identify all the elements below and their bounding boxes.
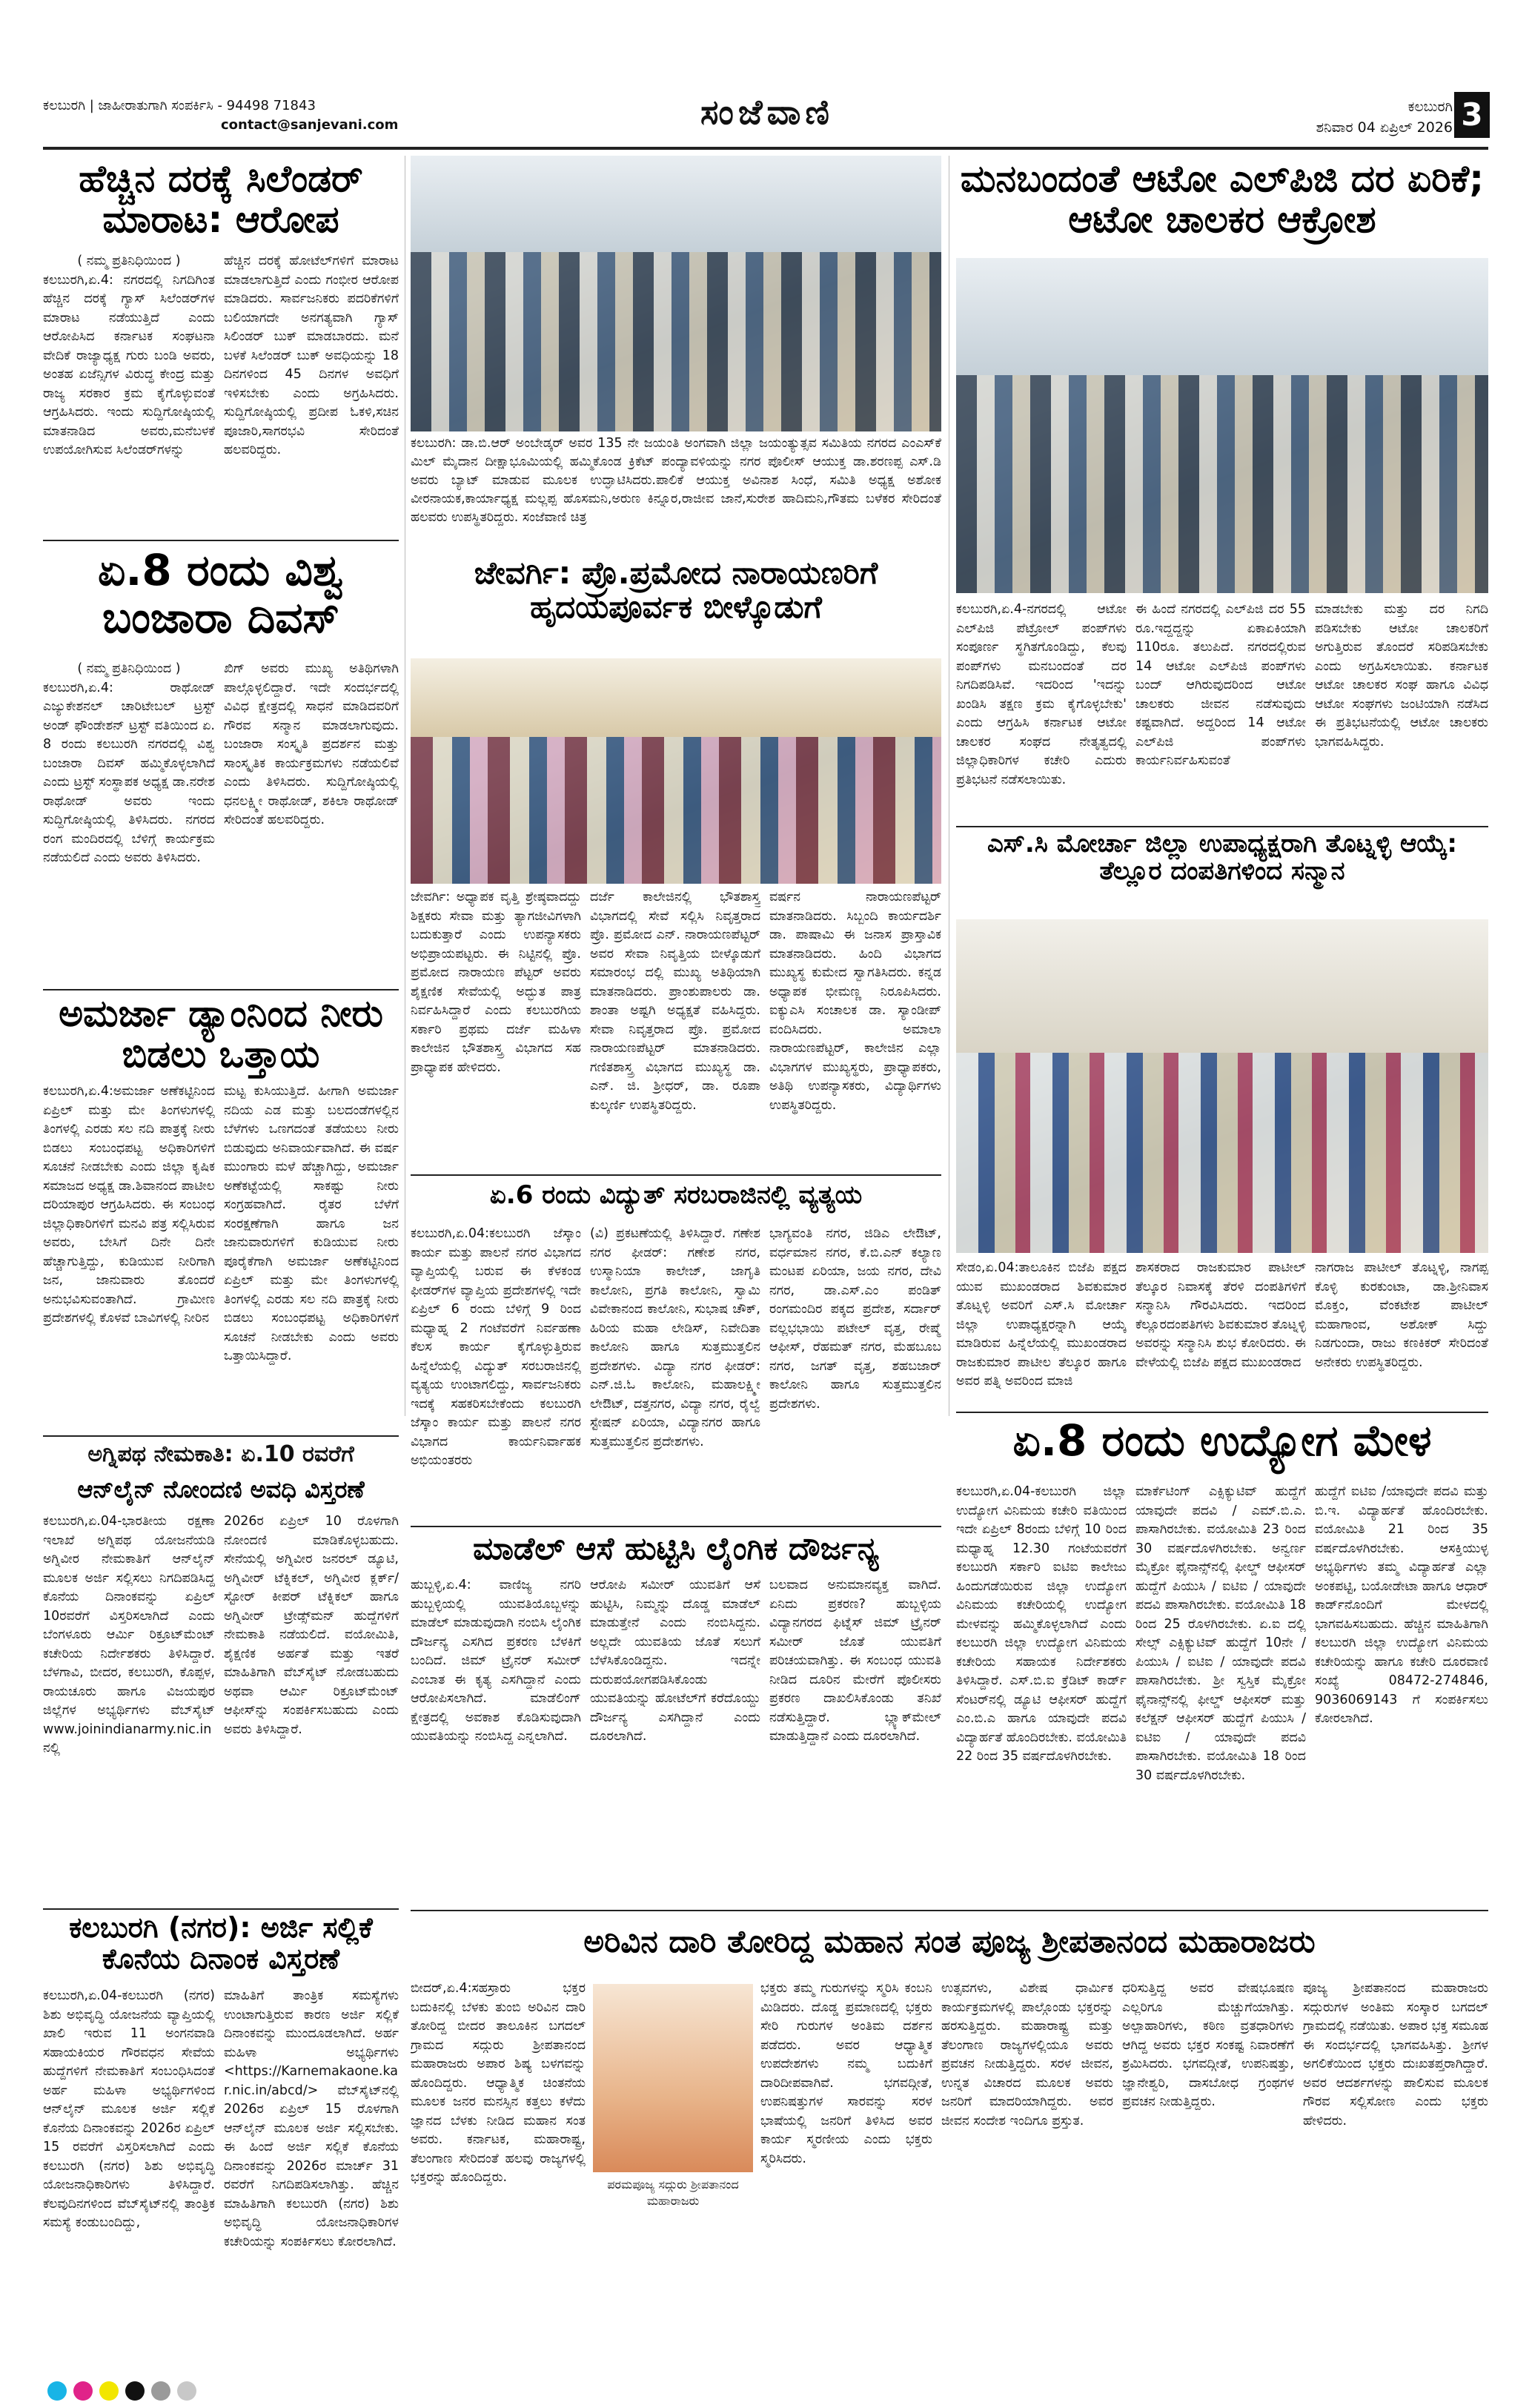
article-auto-col2: ಈ ಹಿಂದೆ ನಗರದಲ್ಲಿ ಎಲ್‌ಪಿಜಿ ದರ 55 ರೂ.ಇದ್ದದ್ದನ್ನು ಏಕಾಏಕಿಯಾಗಿ 110ರೂ. ತಲುಪಿದೆ. ನಗರದಲ್ಲಿರುವ 14 ಆಟೋ ಎಲ್‌ಪಿಜಿ ಪಂಪ್‌ಗಳು ಬಂದ್ ಆಗಿರುವುದರಿಂದ ಆಟೋ ಚಾಲಕರು ಜೀವನ ನಡೆಸುವುದು ಕಷ್ಟವಾಗಿದೆ. ಅದ್ದರಿಂದ 14 ಆಟೋ ಎಲ್‌ಪಿಜಿ ಪಂಪ್‌ಗಳು ಕಾರ್ಯನಿರ್ವಹಿಸುವಂತೆ (1135, 602, 1306, 768)
headline-job-fair: ಏ.8 ರಂದು ಉದ್ಯೋಗ ಮೇಳ (1012, 1415, 1432, 1466)
headline-model-abuse: ಮಾಡೆಲ್ ಆಸೆ ಹುಟ್ಟಿಸಿ ಲೈಂಗಿಕ ದೌರ್ಜನ್ಯ (473, 1530, 879, 1567)
article-saint-col3: ಉತ್ಸವಗಳು, ವಿಶೇಷ ಧಾರ್ಮಿಕ ಕಾರ್ಯಕ್ರಮಗಳಲ್ಲಿ ಪಾಲ್ಗೊಂಡು ಭಕ್ತರನ್ನು ಹರಸುತ್ತಿದ್ದರು. ಮಹಾರಾಷ್ಟ್ರ ಮತ್ತು ತೆಲಂಗಾಣ ರಾಜ್ಯಗಳಲ್ಲಿಯೂ ಅವರು ಪ್ರವಚನ ನೀಡುತ್ತಿದ್ದರು. ಸರಳ ಜೀವನ, ಉನ್ನತ ವಿಚಾರದ ಮೂಲಕ ಅವರು ಜನರಿಗೆ ಮಾದರಿಯಾಗಿದ್ದರು. ಅವರ ಜೀವನ ಸಂದೇಶ ಇಂದಿಗೂ ಪ್ರಸ್ತುತ. (941, 1981, 1113, 2128)
masthead-email[interactable]: contact@sanjevani.com (221, 117, 399, 133)
headline-banjara-day: ಏ.8 ರಂದು ವಿಶ್ವ ಬಂಜಾರಾ ದಿವಸ್ (97, 545, 345, 643)
article-saint-col2: ಭಕ್ತರು ತಮ್ಮ ಗುರುಗಳನ್ನು ಸ್ಮರಿಸಿ ಕಂಬನಿ ಮಿಡಿದರು. ದೊಡ್ಡ ಪ್ರಮಾಣದಲ್ಲಿ ಭಕ್ತರು ಸೇರಿ ಗುರುಗಳ ಅಂತಿಮ ದರ್ಶನ ಪಡೆದರು. ಅವರ ಆಧ್ಯಾತ್ಮಿಕ ಉಪದೇಶಗಳು ನಮ್ಮ ಬದುಕಿಗೆ ದಾರಿದೀಪವಾಗಿವೆ. ಭಗವದ್ಗೀತೆ, ಉಪನಿಷತ್ತುಗಳ ಸಾರವನ್ನು ಸರಳ ಭಾಷೆಯಲ್ಲಿ ಜನರಿಗೆ ತಿಳಿಸಿದ ಅವರ ಕಾರ್ಯ ಸ್ಮರಣೀಯ ಎಂದು ಭಕ್ತರು ಸ್ಮರಿಸಿದರು. (760, 1981, 932, 2166)
registration-dot-lightgrey (177, 2381, 196, 2401)
article-power-col1: ಕಲಬುರಗಿ,ಏ.04:ಕಲಬುರಗಿ ಜೆಸ್ಕಾಂ ಕಾರ್ಯ ಮತ್ತು ಪಾಲನೆ ನಗರ ವಿಭಾಗದ ವ್ಯಾಪ್ತಿಯಲ್ಲಿ ಬರುವ ಈ ಕೆಳಕಂಡ ಫೀಡರ್‌ಗಳ ವ್ಯಾಪ್ತಿಯ ಪ್ರದೇಶಗಳಲ್ಲಿ ಇದೇ ಏಪ್ರಿಲ್ 6 ರಂದು ಬೆಳಿಗ್ಗೆ 9 ರಿಂದ ಮಧ್ಯಾಹ್ನ 2 ಗಂಟೆವರೆಗೆ ನಿರ್ವಹಣಾ ಕೆಲಸ ಕಾರ್ಯ ಕೈಗೊಳ್ಳುತ್ತಿರುವ ಹಿನ್ನೆಲೆಯಲ್ಲಿ ವಿದ್ಯುತ್ ಸರಬರಾಜಿನಲ್ಲಿ ವ್ಯತ್ಯಯ ಉಂಟಾಗಲಿದ್ದು, ಸಾರ್ವಜನಿಕರು ಇದಕ್ಕೆ ಸಹಕರಿಸಬೇಕೆಂದು ಕಲಬುರಗಿ ಜೆಸ್ಕಾಂ ಕಾರ್ಯ ಮತ್ತು ಪಾಲನೆ ನಗರ ವಿಭಾಗದ ಕಾರ್ಯನಿರ್ವಾಹಕ ಅಭಿಯಂತರರು (411, 1226, 581, 1468)
divider (411, 1910, 1488, 1911)
article-auto-col1: ಕಲಬುರಗಿ,ಏ.4-ನಗರದಲ್ಲಿ ಆಟೋ ಎಲ್‌ಪಿಜಿ ಪೆಟ್ರೋಲ್ ಪಂಪ್‌ಗಳು ಸಂಪೂರ್ಣ ಸ್ಥಗಿತಗೊಂಡಿದ್ದು, ಕೆಲವು ಪಂಪ್‌ಗಳು ಮನಬಂದಂತೆ ದರ ನಿಗದಿಪಡಿಸಿವೆ. ಇದರಿಂದ 'ಇದನ್ನು ಖಂಡಿಸಿ ತಕ್ಷಣ ಕ್ರಮ ಕೈಗೊಳ್ಳಬೇಕು' ಎಂದು ಆಗ್ರಹಿಸಿ ಕರ್ನಾಟಕ ಆಟೋ ಚಾಲಕರ ಸಂಘದ ನೇತೃತ್ವದಲ್ಲಿ ಜಿಲ್ಲಾಧಿಕಾರಿಗಳ ಕಚೇರಿ ಎದುರು ಪ್ರತಿಭಟನೆ ನಡೆಸಲಾಯಿತು. (956, 602, 1127, 787)
masthead-contact (43, 96, 398, 135)
byline: ( ನಮ್ಮ ಪ್ರತಿನಿಧಿಯಿಂದ ) (77, 254, 181, 268)
article-anganwadi-col2: ಮಾಹಿತಿಗೆ ತಾಂತ್ರಿಕ ಸಮಸ್ಯೆಗಳು ಉಂಟಾಗುತ್ತಿರುವ ಕಾರಣ ಅರ್ಜಿ ಸಲ್ಲಿಕೆ ದಿನಾಂಕವನ್ನು ಮುಂದೂಡಲಾಗಿದೆ. ಅರ್ಹ ಮಹಿಳಾ ಅಭ್ಯರ್ಥಿಗಳು <https://Karnemakaone.kar.nic.in/abcd/> ವೆಬ್‌ಸೈಟ್‌ನಲ್ಲಿ 2026ರ ಏಪ್ರಿಲ್ 15 ರೊಳಗಾಗಿ ಆನ್‌ಲೈನ್ ಮೂಲಕ ಅರ್ಜಿ ಸಲ್ಲಿಸಬೇಕು. ಈ ಹಿಂದೆ ಅರ್ಜಿ ಸಲ್ಲಿಕೆ ಕೊನೆಯ ದಿನಾಂಕವನ್ನು 2026ರ ಮಾರ್ಚ್ 31 ರವರೆಗೆ ನಿಗದಿಪಡಿಸಲಾಗಿತ್ತು. ಹೆಚ್ಚಿನ ಮಾಹಿತಿಗಾಗಿ ಕಲಬುರಗಿ (ನಗರ) ಶಿಶು ಅಭಿವೃದ್ಧಿ ಯೋಜನಾಧಿಕಾರಿಗಳ ಕಚೇರಿಯನ್ನು ಸಂಪರ್ಕಿಸಲು ಕೋರಲಾಗಿದೆ. (224, 1988, 399, 2249)
article-jevargi-col2: ದರ್ಜೆ ಕಾಲೇಜಿನಲ್ಲಿ ಭೌತಶಾಸ್ತ್ರ ವಿಭಾಗದಲ್ಲಿ ಸೇವೆ ಸಲ್ಲಿಸಿ ನಿವೃತ್ತರಾದ ಪ್ರೊ. ಪ್ರಮೋದ ಎನ್. ನಾರಾಯಣಪೆಟ್ಟರ್ ಅವರ ಸೇವಾ ನಿವೃತ್ತಿಯ ಬೀಳ್ಕೊಡುಗೆ ಸಮಾರಂಭ ದಲ್ಲಿ ಮುಖ್ಯ ಅತಿಥಿಯಾಗಿ ಮಾತನಾಡಿದರು. ಪ್ರಾಂಶುಪಾಲರು ಡಾ. ಶಾಂತಾ ಅಷ್ಟಗಿ ಅಧ್ಯಕ್ಷತೆ ವಹಿಸಿದ್ದರು. ಸೇವಾ ನಿವೃತ್ತರಾದ ಪ್ರೊ. ಪ್ರಮೋದ ನಾರಾಯಣಪೆಟ್ಟರ್ ಮಾತನಾಡಿದರು. ಗಣಿತಶಾಸ್ತ್ರ ವಿಭಾಗದ ಮುಖ್ಯಸ್ಥ ಡಾ. ಎನ್. ಜಿ. ಶ್ರೀಧರ್, ಡಾ. ರೂಪಾ ಕುಲ್ಕರ್ಣಿ ಉಪಸ್ಥಿತರಿದ್ದರು. (590, 890, 760, 1113)
article-morcha-col2: ಶಾಸಕರಾದ ರಾಜಕುಮಾರ ಪಾಟೀಲ್ ತೆಲ್ಕೂರ ನಿವಾಸಕ್ಕೆ ತೆರಳಿ ದಂಪತಿಗಳಿಗೆ ಸನ್ಮಾನಿಸಿ ಗೌರವಿಸಿದರು. ಇದರಿಂದ ಕೆಲ್ಲೂರದಂಪತಿಗಳು ಶಿವಕುಮಾರ ತೊಟ್ನಳ್ಳಿ ಅವರನ್ನು ಸನ್ಮಾನಿಸಿ ಶುಭ ಕೋರಿದರು. ಈ ವೇಳೆಯಲ್ಲಿ ಬಿಜೆಪಿ ಪಕ್ಷದ ಮುಖಂಡರಾದ (1135, 1260, 1306, 1370)
registration-dot-cyan (47, 2381, 67, 2401)
article-morcha-col3: ನಾಗರಾಜ ಪಾಟೀಲ್ ತೊಟ್ನಳ್ಳಿ, ನಾಗಪ್ಪ ಕೊಳ್ಳಿ ಕುರಕುಂಟಾ, ಡಾ.ಶ್ರೀನಿವಾಸ ಮೊಕ್ತಂ, ವೆಂಕಟೇಶ ಪಾಟೀಲ್ ಮಹಾಗಾಂವ, ಅಶೋಕ್ ಸಿದ್ದು ನಿಡಗುಂದಾ, ರಾಜು ಕಣಕಿಕರ್ ಸೇರಿದಂತೆ ಅನೇಕರು ಉಪಸ್ಥಿತರಿದ್ದರು. (1315, 1260, 1488, 1370)
article-anganwadi-col1: ಕಲಬುರಗಿ,ಏ.04-ಕಲಬುರಗಿ (ನಗರ) ಶಿಶು ಅಭಿವೃದ್ಧಿ ಯೋಜನೆಯ ವ್ಯಾಪ್ತಿಯಲ್ಲಿ ಖಾಲಿ ಇರುವ 11 ಅಂಗನವಾಡಿ ಸಹಾಯಕಿಯರ ಗೌರವಧನ ಸೇವೆಯ ಹುದ್ದೆಗಳಿಗೆ ನೇಮಕಾತಿಗೆ ಸಂಬಂಧಿಸಿದಂತೆ ಅರ್ಹ ಮಹಿಳಾ ಅಭ್ಯರ್ಥಿಗಳಿಂದ ಆನ್‌ಲೈನ್ ಮೂಲಕ ಅರ್ಜಿ ಸಲ್ಲಿಕೆ ಕೊನೆಯ ದಿನಾಂಕವನ್ನು 2026ರ ಏಪ್ರಿಲ್ 15 ರವರೆಗೆ ವಿಸ್ತರಿಸಲಾಗಿದೆ ಎಂದು ಕಲಬುರಗಿ (ನಗರ) ಶಿಶು ಅಭಿವೃದ್ಧಿ ಯೋಜನಾಧಿಕಾರಿಗಳು ತಿಳಿಸಿದ್ದಾರೆ. ಕೆಲವುದಿನಗಳಿಂದ ವೆಬ್‌ಸೈಟ್‌ನಲ್ಲಿ ತಾಂತ್ರಿಕ ಸಮಸ್ಯೆ ಕಂಡುಬಂದಿದ್ದು, (43, 1988, 215, 2230)
article-cylinder-col1 (43, 252, 215, 541)
article-model-col3: ಬಲವಾದ ಅನುಮಾನವ್ಯಕ್ತ ವಾಗಿದೆ. ಏನಿದು ಪ್ರಕರಣ? ಹುಬ್ಬಳ್ಳಿಯ ವಿದ್ಯಾನಗರದ ಫಿಟ್ನೆಸ್ ಜಿಮ್ ಟ್ರೈನರ್ ಸಮೀರ್ ಜೊತೆ ಯುವತಿಗೆ ಪರಿಚಯವಾಗಿತ್ತು. ಈ ಸಂಬಂಧ ಯುವತಿ ನೀಡಿದ ದೂರಿನ ಮೇರೆಗೆ ಪೊಲೀಸರು ಪ್ರಕರಣ ದಾಖಲಿಸಿಕೊಂಡು ತನಿಖೆ ನಡೆಸುತ್ತಿದ್ದಾರೆ. ಬ್ಲ್ಯಾಕ್‌ಮೇಲ್ ಮಾಡುತ್ತಿದ್ದಾನೆ ಎಂದು ದೂರಲಾಗಿದೆ. (769, 1578, 941, 1744)
article-amarja-col1: ಕಲಬುರಗಿ,ಏ.4:ಅಮರ್ಜಾ ಅಣೆಕಟ್ಟಿನಿಂದ ಏಪ್ರಿಲ್ ಮತ್ತು ಮೇ ತಿಂಗಳುಗಳಲ್ಲಿ ತಿಂಗಳಲ್ಲಿ ಎರಡು ಸಲ ನದಿ ಪಾತ್ರಕ್ಕೆ ನೀರು ಬಿಡಲು ಸಂಬಂಧಪಟ್ಟ ಅಧಿಕಾರಿಗಳಿಗೆ ಸೂಚನೆ ನೀಡಬೇಕು ಎಂದು ಜಿಲ್ಲಾ ಕೃಷಿಕ ಸಮಾಜದ ಅಧ್ಯಕ್ಷ ಡಾ.ಶಿವಾನಂದ ಪಾಟೀಲ ದರಿಯಾಪುರ ಆಗ್ರಹಿಸಿದರು. ಈ ಸಂಬಂಧ ಜಿಲ್ಲಾಧಿಕಾರಿಗಳಿಗೆ ಮನವಿ ಪತ್ರ ಸಲ್ಲಿಸಿರುವ ಅವರು, ಬೇಸಿಗೆ ದಿನೇ ದಿನೇ ಹೆಚ್ಚಾಗುತ್ತಿದ್ದು, ಕುಡಿಯುವ ನೀರಿಗಾಗಿ ಜನ, ಜಾನುವಾರು ತೊಂದರೆ ಅನುಭವಿಸುವಂತಾಗಿದೆ. ಗ್ರಾಮೀಣ ಪ್ರದೇಶಗಳಲ್ಲಿ ಕೊಳವೆ ಬಾವಿಗಳಲ್ಲಿ ನೀರಿನ (43, 1084, 215, 1326)
divider (411, 1526, 941, 1527)
page-number: 3 (1454, 92, 1490, 138)
article-saint-col1: ಬೀದರ್,ಏ.4:ಸಹಸ್ರಾರು ಭಕ್ತರ ಬದುಕಿನಲ್ಲಿ ಬೆಳಕು ತುಂಬಿ ಅರಿವಿನ ದಾರಿ ತೋರಿದ್ದ ಬೀದರ ತಾಲೂಕಿನ ಬಗದಲ್ ಗ್ರಾಮದ ಸದ್ಗುರು ಶ್ರೀಪತಾನಂದ ಮಹಾರಾಜರು ಅಪಾರ ಶಿಷ್ಯ ಬಳಗವನ್ನು ಹೊಂದಿದ್ದರು. ಆಧ್ಯಾತ್ಮಿಕ ಚಿಂತನೆಯ ಮೂಲಕ ಜನರ ಮನಸ್ಸಿನ ಕತ್ತಲು ಕಳೆದು ಜ್ಞಾನದ ಬೆಳಕು ನೀಡಿದ ಮಹಾನ ಸಂತ ಅವರು. ಕರ್ನಾಟಕ, ಮಹಾರಾಷ್ಟ್ರ, ತೆಲಂಗಾಣ ಸೇರಿದಂತೆ ಹಲವು ರಾಜ್ಯಗಳಲ್ಲಿ ಭಕ್ತರನ್ನು ಹೊಂದಿದ್ದರು. (411, 1981, 586, 2185)
divider (43, 540, 399, 541)
saint-photo-caption: ಪರಮಪೂಜ್ಯ ಸದ್ಗುರು ಶ್ರೀಪತಾನಂದ ಮಹಾರಾಜರು (607, 2177, 739, 2208)
headline-amarja-dam: ಅಮರ್ಜಾ ಡ್ಯಾಂನಿಂದ ನೀರು ಬಿಡಲು ಒತ್ತಾಯ (59, 992, 383, 1076)
registration-dot-black (125, 2381, 145, 2401)
divider (43, 1435, 399, 1437)
photo-caption-cricket: ಕಲಬುರಗಿ: ಡಾ.ಬಿ.ಆರ್ ಅಂಬೇಡ್ಕರ್ ಅವರ 135 ನೇ ಜಯಂತಿ ಅಂಗವಾಗಿ ಜಿಲ್ಲಾ ಜಯಂತ್ಯುತ್ಸವ ಸಮಿತಿಯ ನಗರದ ಎಂಎಸ್‌ಕೆ ಮಿಲ್ ಮೈದಾನ ದೀಕ್ಷಾಭೂಮಿಯಲ್ಲಿ ಹಮ್ಮಿಕೊಂಡ ಕ್ರಿಕೆಟ್ ಪಂದ್ಯಾವಳಿಯನ್ನು ನಗರ ಪೊಲೀಸ್ ಆಯುಕ್ತ ಡಾ.ಶರಣಪ್ಪ ಎಸ್.ಡಿ ಅವರು ಬ್ಯಾಟ್ ಮಾಡುವ ಮೂಲಕ ಉದ್ಘಾಟಿಸಿದರು.ಪಾಲಿಕೆ ಆಯುಕ್ತ ಅವಿನಾಶ ಸಿಂಧೆ, ಸಮಿತಿ ಅಧ್ಯಕ್ಷ ಅಶೋಕ ವೀರನಾಯಕ,ಕಾರ್ಯಾಧ್ಯಕ್ಷ ಮಲ್ಲಪ್ಪ ಹೊಸಮನಿ,ಅರುಣ ಕಿನ್ನೂರ,ರಾಜೀವ ಜಾನೆ,ಸುರೇಶ ಹಾದಿಮನಿ,ಗೌತಮ ಬಳೆಕರ ಸೇರಿದಂತೆ ಹಲವರು ಉಪಸ್ಥಿತರಿದ್ದರು. ಸಂಜೆವಾಣಿ ಚಿತ್ರ (411, 436, 941, 525)
article-jevargi-col1: ಜೇವರ್ಗಿ: ಅಧ್ಯಾಪಕ ವೃತ್ತಿ ಶ್ರೇಷ್ಠವಾದದ್ದು ಶಿಕ್ಷಕರು ಸೇವಾ ಮತ್ತು ತ್ಯಾಗಜೀವಿಗಳಾಗಿ ಬದುಕುತ್ತಾರೆ ಎಂದು ಉಪನ್ಯಾಸಕರು ಅಭಿಪ್ರಾಯಪಟ್ಟರು. ಈ ನಿಟ್ಟಿನಲ್ಲಿ ಪ್ರೊ. ಪ್ರಮೋದ ನಾರಾಯಣ ಪೆಟ್ಟರ್ ಅವರು ಶೈಕ್ಷಣಿಕ ಸೇವೆಯಲ್ಲಿ ಅದ್ಭುತ ಪಾತ್ರ ನಿರ್ವಹಿಸಿದ್ದಾರೆ ಎಂದು ಕಲಬುರಗಿಯ ಸರ್ಕಾರಿ ಪ್ರಥಮ ದರ್ಜೆ ಮಹಿಳಾ ಕಾಲೇಜಿನ ಭೌತಶಾಸ್ತ್ರ ವಿಭಾಗದ ಸಹ ಪ್ರಾಧ್ಯಾಪಕ ಹೇಳಿದರು. (411, 890, 581, 1075)
article-jobfair-col1: ಕಲಬುರಗಿ,ಏ.04-ಕಲಬುರಗಿ ಜಿಲ್ಲಾ ಉದ್ಯೋಗ ವಿನಿಮಯ ಕಚೇರಿ ವತಿಯಿಂದ ಇದೇ ಏಪ್ರಿಲ್ 8ರಂದು ಬೆಳಿಗ್ಗೆ 10 ರಿಂದ ಮಧ್ಯಾಹ್ನ 12.30 ಗಂಟೆಯವರೆಗೆ ಕಲಬುರಗಿ ಸರ್ಕಾರಿ ಐಟಿಐ ಕಾಲೇಜು ಹಿಂದುಗಡೆಯಿರುವ ಜಿಲ್ಲಾ ಉದ್ಯೋಗ ವಿನಿಮಯ ಕಚೇರಿಯಲ್ಲಿ ಉದ್ಯೋಗ ಮೇಳವನ್ನು ಹಮ್ಮಿಕೊಳ್ಳಲಾಗಿದೆ ಎಂದು ಕಲಬುರಗಿ ಜಿಲ್ಲಾ ಉದ್ಯೋಗ ವಿನಿಮಯ ಕಚೇರಿಯ ಸಹಾಯಕ ನಿರ್ದೇಶಕರು ತಿಳಿಸಿದ್ದಾರೆ. ಎಸ್.ಬಿ.ಐ ಕ್ರೆಡಿಟ್ ಕಾರ್ಡ್ ಸೆಂಟರ್‌ನಲ್ಲಿ ಡ್ಯೂಟಿ ಆಫೀಸರ್ ಹುದ್ದೆಗೆ ಎಂ.ಬಿ.ಎ ಹಾಗೂ ಯಾವುದೇ ಪದವಿ ವಿದ್ಯಾರ್ಹತೆ ಹೊಂದಿರಬೇಕು. ವಯೋಮಿತಿ 22 ರಿಂದ 35 ವರ್ಷದೊಳಗಿರಬೇಕು. (956, 1484, 1127, 1764)
photo-felicitation (956, 919, 1488, 1253)
registration-dot-yellow (99, 2381, 119, 2401)
headline-saint-tribute: ಅರಿವಿನ ದಾರಿ ತೋರಿದ್ದ ಮಹಾನ ಸಂತ ಪೂಜ್ಯ ಶ್ರೀಪತಾನಂದ ಮಹಾರಾಜರು (583, 1923, 1316, 1959)
article-power-col2: (ವಿ) ಪ್ರಕಟಣೆಯಲ್ಲಿ ತಿಳಿಸಿದ್ದಾರೆ. ಗಣೇಶ ನಗರ ಫೀಡರ್: ಗಣೇಶ ನಗರ, ಉಸ್ಮಾನಿಯಾ ಕಾಲೇಜ್, ಜಾಗೃತಿ ಕಾಲೋನಿ, ಪ್ರಗತಿ ಕಾಲೋನಿ, ಸ್ವಾಮಿ ವಿವೇಕಾನಂದ ಕಾಲೋನಿ, ಸುಭಾಷ ಚೌಕ್, ಹಿರಿಯ ಮಹಾ ಲೇಡಿಸ್, ನಿವೇದಿತಾ ಕಾಲೋನಿ ಹಾಗೂ ಸುತ್ತಮುತ್ತಲಿನ ಪ್ರದೇಶಗಳು. ವಿದ್ಯಾ ನಗರ ಫೀಡರ್: ಎನ್.ಜಿ.ಓ ಕಾಲೋನಿ, ಮಹಾಲಕ್ಷ್ಮೀ ಲೇಔಟ್, ದತ್ತನಗರ, ವಿದ್ಯಾ ನಗರ, ರೈಲ್ವೆ ಸ್ಟೇಷನ್ ಏರಿಯಾ, ವಿದ್ಯಾನಗರ ಹಾಗೂ ಸುತ್ತಮುತ್ತಲಿನ ಪ್ರದೇಶಗಳು. (590, 1226, 760, 1449)
logo-text: ಸಂಜೆವಾಣಿ (700, 92, 834, 132)
article-agnipath-col1: ಕಲಬುರಗಿ,ಏ.04-ಭಾರತೀಯ ರಕ್ಷಣಾ ಇಲಾಖೆ ಅಗ್ನಿಪಥ ಯೋಜನೆಯಡಿ ಅಗ್ನಿವೀರ ನೇಮಕಾತಿಗೆ ಆನ್‌ಲೈನ್ ಮೂಲಕ ಅರ್ಜಿ ಸಲ್ಲಿಸಲು ನಿಗದಿಪಡಿಸಿದ್ದ ಕೊನೆಯ ದಿನಾಂಕವನ್ನು ಏಪ್ರಿಲ್ 10ರವರೆಗೆ ವಿಸ್ತರಿಸಲಾಗಿದೆ ಎಂದು ಬೆಂಗಳೂರು ಆರ್ಮಿ ರಿಕ್ರೂಟ್‌ಮೆಂಟ್ ಕಚೇರಿಯ ನಿರ್ದೇಶಕರು ತಿಳಿಸಿದ್ದಾರೆ. ಬೆಳಗಾವಿ, ಬೀದರ, ಕಲಬುರಗಿ, ಕೊಪ್ಪಳ, ರಾಯಚೂರು ಹಾಗೂ ವಿಜಯಪುರ ಜಿಲ್ಲೆಗಳ ಅಭ್ಯರ್ಥಿಗಳು ವೆಬ್‌ಸೈಟ್ www.joinindianarmy.nic.in ನಲ್ಲಿ (43, 1514, 215, 1756)
article-morcha-col1: ಸೇಡಂ,ಏ.04:ತಾಲೂಕಿನ ಬಿಜೆಪಿ ಪಕ್ಷದ ಯುವ ಮುಖಂಡರಾದ ಶಿವಕುಮಾರ ತೊಟ್ನಳ್ಳಿ ಅವರಿಗೆ ಎಸ್.ಸಿ ಮೋರ್ಚಾ ಜಿಲ್ಲಾ ಉಪಾಧ್ಯಕ್ಷರನ್ನಾಗಿ ಆಯ್ಕೆ ಮಾಡಿರುವ ಹಿನ್ನೆಲೆಯಲ್ಲಿ ಮುಖಂಡರಾದ ರಾಜಕುಮಾರ ಪಾಟೀಲ ತೆಲ್ಕೂರ ಹಾಗೂ ಅವರ ಪತ್ನಿ ಅವರಿಂದ ಮಾಜಿ (956, 1260, 1127, 1389)
article-model-col2: ಆರೋಪಿ ಸಮೀರ್ ಯುವತಿಗೆ ಆಸೆ ಹುಟ್ಟಿಸಿ, ನಿಮ್ಮನ್ನು ದೊಡ್ಡ ಮಾಡೆಲ್ ಮಾಡುತ್ತೇನೆ ಎಂದು ನಂಬಿಸಿದ್ದನು. ಅಲ್ಲದೇ ಯುವತಿಯ ಜೊತೆ ಸಲುಗೆ ಬೆಳೆಸಿಕೊಂಡಿದ್ದನು. ಇದನ್ನೇ ದುರುಪಯೋಗಪಡಿಸಿಕೊಂಡು ಯುವತಿಯನ್ನು ಹೋಟೆಲ್‌ಗೆ ಕರೆದೊಯ್ದು ದೌರ್ಜನ್ಯ ಎಸಗಿದ್ದಾನೆ ಎಂದು ದೂರಲಾಗಿದೆ. (590, 1578, 760, 1744)
article-jevargi-col3: ವರ್ಷನ ನಾರಾಯಣಪೆಟ್ಟರ್ ಮಾತನಾಡಿದರು. ಸಿಬ್ಬಂದಿ ಕಾರ್ಯದರ್ಶಿ ಡಾ. ಪಾಷಾಮಿ ಈ ಜನಾಸ ಪ್ರಾಸ್ತಾವಿಕ ಮಾತನಾಡಿದರು. ಹಿಂದಿ ವಿಭಾಗದ ಮುಖ್ಯಸ್ಥ ಕುಮೇದ ಸ್ವಾಗತಿಸಿದರು. ಕನ್ನಡ ಅಧ್ಯಾಪಕ ಭೀಮಣ್ಣ ನಿರೂಪಿಸಿದರು. ಐಕ್ಯುಎಸಿ ಸಂಚಾಲಕ ಡಾ. ಸ್ಯಾಂಡೀಪ್ ವಂದಿಸಿದರು. ಅಮಾಲಾ ನಾರಾಯಣಪೆಟ್ಟರ್, ಕಾಲೇಜಿನ ಎಲ್ಲಾ ವಿಭಾಗಗಳ ಮುಖ್ಯಸ್ಥರು, ಪ್ರಾಧ್ಯಾಪಕರು, ಅತಿಥಿ ಉಪನ್ಯಾಸಕರು, ವಿದ್ಯಾರ್ಥಿಗಳು ಉಪಸ್ಥಿತರಿದ್ದರು. (769, 890, 941, 1113)
newspaper-logo (652, 92, 882, 148)
byline: ( ನಮ್ಮ ಪ್ರತಿನಿಧಿಯಿಂದ ) (77, 661, 181, 676)
registration-dot-magenta (73, 2381, 93, 2401)
article-power-col3: ಭಾಗ್ಯವಂತಿ ನಗರ, ಜಿಡಿಎ ಲೇಔಟ್, ವರ್ಧಮಾನ ನಗರ, ಕೆ.ಬಿ.ಎನ್ ಕಲ್ಯಾಣ ಮಂಟಪ ಏರಿಯಾ, ಜಯ ನಗರ, ದೇವಿ ನಗರ, ಡಾ.ಎಸ್.ಎಂ ಪಂಡಿತ್ ರಂಗಮಂದಿರ ಪಕ್ಕದ ಪ್ರದೇಶ, ಸರ್ದಾರ್ ವಲ್ಲಭಭಾಯಿ ಪಟೇಲ್ ವೃತ್ತ, ರೇಷ್ಮೆ ಆಫೀಸ್, ರೆಹಮತ್ ನಗರ, ಮೆಹಬೂಬ ನಗರ, ಜಗತ್ ವೃತ್ತ, ಶಹಬಜಾರ್ ಕಾಲೋನಿ ಹಾಗೂ ಸುತ್ತಮುತ್ತಲಿನ ಪ್ರದೇಶಗಳು. (769, 1226, 941, 1412)
article-amarja-col2: ಮಟ್ಟ ಕುಸಿಯುತ್ತಿದೆ. ಹೀಗಾಗಿ ಅಮರ್ಜಾ ನದಿಯ ಎಡ ಮತ್ತು ಬಲದಂಡೆಗಳಲ್ಲಿನ ಬೆಳೆಗಳು ಒಣಗದಂತೆ ತಡೆಯಲು ನೀರು ಬಿಡುವುದು ಅನಿವಾರ್ಯವಾಗಿದೆ. ಈ ವರ್ಷ ಮುಂಗಾರು ಮಳೆ ಹೆಚ್ಚಾಗಿದ್ದು, ಅಮರ್ಜಾ ಅಣೆಕಟ್ಟೆಯಲ್ಲಿ ಸಾಕಷ್ಟು ನೀರು ಸಂಗ್ರಹವಾಗಿದೆ. ರೈತರ ಬೆಳೆಗೆ ಸಂರಕ್ಷಣೆಗಾಗಿ ಹಾಗೂ ಜನ ಜಾನುವಾರುಗಳಿಗೆ ಕುಡಿಯುವ ನೀರು ಪೂರೈಕೆಗಾಗಿ ಅಮರ್ಜಾ ಅಣೆಕಟ್ಟಿನಿಂದ ಏಪ್ರಿಲ್ ಮತ್ತು ಮೇ ತಿಂಗಳುಗಳಲ್ಲಿ ತಿಂಗಳಲ್ಲಿ ಎರಡು ಸಲ ನದಿ ಪಾತ್ರಕ್ಕೆ ನೀರು ಬಿಡಲು ಸಂಬಂಧಪಟ್ಟ ಅಧಿಕಾರಿಗಳಿಗೆ ಸೂಚನೆ ನೀಡಬೇಕು ಎಂದು ಅವರು ಒತ್ತಾಯಿಸಿದ್ದಾರೆ. (224, 1084, 399, 1363)
masthead-ad-line: ಕಲಬುರಗಿ | ಜಾಹೀರಾತುಗಾಗಿ ಸಂಪರ್ಕಿಸಿ - 94498 71843 (43, 98, 316, 113)
headline-agnipath-extension: ಆನ್‌ಲೈನ್ ನೋಂದಣಿ ಅವಧಿ ವಿಸ್ತರಣೆ (77, 1475, 365, 1504)
headline-jevargi-farewell: ಜೇವರ್ಗಿ: ಪ್ರೊ.ಪ್ರಮೋದ ನಾರಾಯಣರಿಗೆ ಹೃದಯಪೂರ್ವಕ ಬೀಳ್ಕೊಡುಗೆ (474, 555, 878, 626)
article-jobfair-col3: ಹುದ್ದೆಗೆ ಐಟಿಐ /ಯಾವುದೇ ಪದವಿ ಮತ್ತು ಬಿ.ಇ. ವಿದ್ಯಾರ್ಹತೆ ಹೊಂದಿರಬೇಕು. ವಯೋಮಿತಿ 21 ರಿಂದ 35 ವರ್ಷದೊಳಗಿರಬೇಕು. ಆಸಕ್ತಿಯುಳ್ಳ ಅಭ್ಯರ್ಥಿಗಳು ತಮ್ಮ ವಿದ್ಯಾರ್ಹತೆ ಎಲ್ಲಾ ಅಂಕಪಟ್ಟಿ, ಬಯೋಡೇಟಾ ಹಾಗೂ ಆಧಾರ್ ಕಾರ್ಡ್‌ನೊಂದಿಗೆ ಮೇಳದಲ್ಲಿ ಭಾಗವಹಿಸಬಹುದು. ಹೆಚ್ಚಿನ ಮಾಹಿತಿಗಾಗಿ ಕಲಬುರಗಿ ಜಿಲ್ಲಾ ಉದ್ಯೋಗ ವಿನಿಮಯ ಕಚೇರಿಯನ್ನು ಹಾಗೂ ಕಚೇರಿ ದೂರವಾಣಿ ಸಂಖ್ಯೆ 08472-274846, 9036069143 ಗೆ ಸಂಪರ್ಕಿಸಲು ಕೋರಲಾಗಿದೆ. (1315, 1484, 1488, 1726)
photo-farewell-ceremony (411, 658, 941, 884)
divider (411, 1174, 941, 1176)
article-model-col1: ಹುಬ್ಬಳ್ಳಿ,ಏ.4: ವಾಣಿಜ್ಯ ನಗರಿ ಹುಬ್ಬಳ್ಳಿಯಲ್ಲಿ ಯುವತಿಯೊಬ್ಬಳನ್ನು ಮಾಡೆಲ್ ಮಾಡುವುದಾಗಿ ನಂಬಿಸಿ ಲೈಂಗಿಕ ದೌರ್ಜನ್ಯ ಎಸಗಿದ ಪ್ರಕರಣ ಬೆಳಕಿಗೆ ಬಂದಿದೆ. ಜಿಮ್ ಟ್ರೈನರ್ ಸಮೀರ್ ಎಂಬಾತ ಈ ಕೃತ್ಯ ಎಸಗಿದ್ದಾನೆ ಎಂದು ಆರೋಪಿಸಲಾಗಿದೆ. ಮಾಡೆಲಿಂಗ್ ಕ್ಷೇತ್ರದಲ್ಲಿ ಅವಕಾಶ ಕೊಡಿಸುವುದಾಗಿ ಯುವತಿಯನ್ನು ನಂಬಿಸಿದ್ದ ಎನ್ನಲಾಗಿದೆ. (411, 1578, 581, 1744)
headline-sc-morcha: ಎಸ್.ಸಿ ಮೋರ್ಚಾ ಜಿಲ್ಲಾ ಉಪಾಧ್ಯಕ್ಷರಾಗಿ ತೊಟ್ನಳ್ಳಿ ಆಯ್ಕೆ: ತೆಲ್ಲೂರ ದಂಪತಿಗಳಿಂದ ಸನ್ಮಾನ (986, 829, 1457, 887)
divider (43, 1908, 399, 1910)
photo-auto-drivers-protest (956, 258, 1488, 593)
masthead-date: ಶನಿವಾರ 04 ಏಪ್ರಿಲ್ 2026 (1316, 119, 1453, 136)
headline-application-extension: ಕಲಬುರಗಿ (ನಗರ): ಅರ್ಜಿ ಸಲ್ಲಿಕೆ ಕೊನೆಯ ದಿನಾಂಕ ವಿಸ್ತರಣೆ (69, 1911, 373, 1975)
headline-power-cut: ಏ.6 ರಂದು ವಿದ್ಯುತ್ ಸರಬರಾಜಿನಲ್ಲಿ ವ್ಯತ್ಯಯ (489, 1180, 863, 1210)
photo-saint-portrait (593, 1984, 753, 2172)
masthead-date-block (1316, 96, 1453, 138)
article-jobfair-col2: ಮಾರ್ಕೆಟಿಂಗ್ ಎಕ್ಸಿಕ್ಯುಟಿವ್ ಹುದ್ದೆಗೆ ಯಾವುದೇ ಪದವಿ / ಎಮ್.ಬಿ.ಎ. ಪಾಸಾಗಿರಬೇಕು. ವಯೋಮಿತಿ 23 ರಿಂದ 30 ವರ್ಷದೊಳಗಿರಬೇಕು. ಅನ್ವರ್ಣ ಮೈಕ್ರೋ ಫೈನಾನ್ಸ್‌ನಲ್ಲಿ ಫೀಲ್ಡ್ ಆಫೀಸರ್ ಹುದ್ದೆಗೆ ಪಿಯುಸಿ / ಐಟಿಐ / ಯಾವುದೇ ಪದವಿ ಪಾಸಾಗಿರಬೇಕು. ವಯೋಮಿತಿ 18 ರಿಂದ 25 ರೊಳಗಿರಬೇಕು. ಏ.ಐ ದಲ್ಲಿ ಸೇಲ್ಸ್ ಎಕ್ಸಿಕ್ಯುಟಿವ್ ಹುದ್ದೆಗೆ 10ನೇ /ಪಿಯುಸಿ / ಐಟಿಐ / ಯಾವುದೇ ಪದವಿ ಪಾಸಾಗಿರಬೇಕು. ಶ್ರೀ ಸ್ವಸ್ತಿಕ ಮೈಕ್ರೋ ಫೈನಾನ್ಸ್‌ನಲ್ಲಿ ಫೀಲ್ಡ್ ಆಫೀಸರ್ ಮತ್ತು ಕಲೆಕ್ಷನ್ ಆಫೀಸರ್ ಹುದ್ದೆಗೆ ಪಿಯುಸಿ / ಐಟಿಐ / ಯಾವುದೇ ಪದವಿ ಪಾಸಾಗಿರಬೇಕು. ವಯೋಮಿತಿ 18 ರಿಂದ 30 ವರ್ಷದೊಳಗಿರಬೇಕು. (1135, 1484, 1306, 1783)
article-auto-col3: ಮಾಡಬೇಕು ಮತ್ತು ದರ ನಿಗದಿ ಪಡಿಸಬೇಕು ಆಟೋ ಚಾಲಕರಿಗೆ ಅಗುತ್ತಿರುವ ತೊಂದರೆ ಸರಿಪಡಿಸಬೇಕು ಎಂದು ಅಗ್ರಹಿಸಲಾಯಿತು. ಕರ್ನಾಟಕ ಆಟೋ ಚಾಲಕರ ಸಂಘ ಹಾಗೂ ವಿವಿಧ ಆಟೋ ಸಂಘಗಳು ಜಂಟಿಯಾಗಿ ನಡೆಸಿದ ಈ ಪ್ರತಿಭಟನೆಯಲ್ಲಿ ಆಟೋ ಚಾಲಕರು ಭಾಗವಹಿಸಿದ್ದರು. (1315, 602, 1488, 750)
registration-dot-grey (151, 2381, 170, 2401)
headline-auto-lpg: ಮನಬಂದಂತೆ ಆಟೋ ಎಲ್‌ಪಿಜಿ ದರ ಏರಿಕೆ; ಆಟೋ ಚಾಲಕರ ಆಕ್ರೋಶ (960, 157, 1485, 241)
masthead-rule (43, 147, 1488, 150)
divider (956, 826, 1488, 827)
article-banjara-col2: ಖಿಗ್ ಅವರು ಮುಖ್ಯ ಅತಿಥಿಗಳಾಗಿ ಪಾಲ್ಗೊಳ್ಳಲಿದ್ದಾರೆ. ಇದೇ ಸಂದರ್ಭದಲ್ಲಿ ವಿವಿಧ ಕ್ಷೇತ್ರದಲ್ಲಿ ಸಾಧನೆ ಮಾಡಿದವರಿಗೆ ಗೌರವ ಸನ್ಮಾನ ಮಾಡಲಾಗುವುದು. ಬಂಜಾರಾ ಸಂಸ್ಕೃತಿ ಪ್ರದರ್ಶನ ಮತ್ತು ಸಾಂಸ್ಕೃತಿಕ ಕಾರ್ಯಕ್ರಮಗಳು ನಡೆಯಲಿವೆ ಎಂದು ತಿಳಿಸಿದರು. ಸುದ್ದಿಗೋಷ್ಠಿಯಲ್ಲಿ ಧನಲಕ್ಷ್ಮೀ ರಾಥೋಡ್, ಶಕಿಲಾ ರಾಥೋಡ್ ಸೇರಿದಂತೆ ಹಲವರಿದ್ದರು. (224, 661, 399, 827)
masthead-city: ಕಲಬುರಗಿ (1407, 99, 1453, 115)
article-text: ಕಲಬುರಗಿ,ಏ.4: ನಗರದಲ್ಲಿ ನಿಗದಿಗಿಂತ ಹೆಚ್ಚಿನ ದರಕ್ಕೆ ಗ್ಯಾಸ್ ಸಿಲೆಂಡರ್‌ಗಳ ಮಾರಾಟ ನಡೆಯುತ್ತಿದೆ ಎಂದು ಆರೋಪಿಸಿದ ಕರ್ನಾಟಕ ಸಂಘಟನಾ ವೇದಿಕೆ ರಾಜ್ಯಾಧ್ಯಕ್ಷ ಗುರು ಬಂಡಿ ಅವರು, ಅಂತಹ ಏಜೆನ್ಸಿಗಳ ವಿರುದ್ಧ ಕೇಂದ್ರ ಮತ್ತು ರಾಜ್ಯ ಸರಕಾರ ಕ್ರಮ ಕೈಗೊಳ್ಳುವಂತೆ ಆಗ್ರಹಿಸಿದರು. ಇಂದು ಸುದ್ದಿಗೋಷ್ಠಿಯಲ್ಲಿ ಮಾತನಾಡಿದ ಅವರು,ಮನೆಬಳಕೆ ಉಪಯೋಗಿಸುವ ಸಿಲೆಂಡರ್‌ಗಳನ್ನು (43, 272, 215, 457)
divider (956, 1412, 1488, 1413)
headline-cylinder: ಹೆಚ್ಚಿನ ದರಕ್ಕೆ ಸಿಲೆಂಡರ್ ಮಾರಾಟ: ಆರೋಪ (79, 157, 363, 241)
article-agnipath-col2: 2026ರ ಏಪ್ರಿಲ್ 10 ರೊಳಗಾಗಿ ನೋಂದಣಿ ಮಾಡಿಕೊಳ್ಳಬಹುದು. ಸೇನೆಯಲ್ಲಿ ಅಗ್ನಿವೀರ ಜನರಲ್ ಡ್ಯೂಟಿ, ಅಗ್ನಿವೀರ್ ಟೆಕ್ನಿಕಲ್, ಅಗ್ನಿವೀರ ಕ್ಲರ್ಕ್/ಸ್ಟೋರ್ ಕೀಪರ್ ಟೆಕ್ನಿಕಲ್ ಹಾಗೂ ಅಗ್ನಿವೀರ್ ಟ್ರೇಡ್ಸ್‌ಮನ್ ಹುದ್ದೆಗಳಿಗೆ ನೇಮಕಾತಿ ನಡೆಯಲಿದೆ. ವಯೋಮಿತಿ, ಶೈಕ್ಷಣಿಕ ಅರ್ಹತೆ ಮತ್ತು ಇತರೆ ಮಾಹಿತಿಗಾಗಿ ವೆಬ್‌ಸೈಟ್ ನೋಡಬಹುದು ಅಥವಾ ಆರ್ಮಿ ರಿಕ್ರೂಟ್‌ಮೆಂಟ್ ಆಫೀಸ್‌ನ್ನು ಸಂಪರ್ಕಿಸಬಹುದು ಎಂದು ಅವರು ತಿಳಿಸಿದ್ದಾರೆ. (224, 1514, 399, 1737)
article-banjara-col1 (43, 660, 215, 986)
article-cylinder-col2: ಹೆಚ್ಚಿನ ದರಕ್ಕೆ ಹೋಟೆಲ್‌ಗಳಿಗೆ ಮಾರಾಟ ಮಾಡಲಾಗುತ್ತಿದೆ ಎಂದು ಗಂಭೀರ ಆರೋಪ ಮಾಡಿದರು. ಸಾರ್ವಜನಿಕರು ಪದರಿಕೆಗಳಿಗೆ ಬಲಿಯಾಗದೇ ಅನಗತ್ಯವಾಗಿ ಗ್ಯಾಸ್ ಸಿಲಿಂಡರ್ ಬುಕ್ ಮಾಡಬಾರದು. ಮನೆ ಬಳಕೆ ಸಿಲೆಂಡರ್ ಬುಕ್ ಅವಧಿಯನ್ನು 18 ದಿನಗಳಿಂದ 45 ದಿನಗಳ ಅವಧಿಗೆ ಇಳಿಸಬೇಕು ಎಂದು ಅಗ್ರಹಿಸಿದರು. ಸುದ್ದಿಗೋಷ್ಠಿಯಲ್ಲಿ ಪ್ರದೀಪ ಓಕಳಿ,ಸಚಿನ ಪೂಜಾರಿ,ಸಾಗರಭವಿ ಸೇರಿದಂತೆ ಹಲವರಿದ್ದರು. (224, 254, 399, 457)
article-saint-col5: ಪೂಜ್ಯ ಶ್ರೀಪತಾನಂದ ಮಹಾರಾಜರು ಸದ್ಗುರುಗಳ ಅಂತಿಮ ಸಂಸ್ಕಾರ ಬಗದಲ್ ಗ್ರಾಮದಲ್ಲಿ ನಡೆಯಿತು. ಅಪಾರ ಭಕ್ತ ಸಮೂಹ ಈ ಸಂದರ್ಭದಲ್ಲಿ ಭಾಗವಹಿಸಿತ್ತು. ಶ್ರೀಗಳ ಅಗಲಿಕೆಯಿಂದ ಭಕ್ತರು ದುಃಖತಪ್ತರಾಗಿದ್ದಾರೆ. ಅವರ ಆದರ್ಶಗಳನ್ನು ಪಾಲಿಸುವ ಮೂಲಕ ಗೌರವ ಸಲ್ಲಿಸೋಣ ಎಂದು ಭಕ್ತರು ಹೇಳಿದರು. (1303, 1981, 1488, 2128)
article-saint-col4: ಧರಿಸುತ್ತಿದ್ದ ಅವರ ವೇಷಭೂಷಣ ಎಲ್ಲರಿಗೂ ಮೆಚ್ಚುಗೆಯಾಗಿತ್ತು. ಅಲ್ಪಾಹಾರಿಗಳು, ಕಠಿಣ ವ್ರತಧಾರಿಗಳು ಆಗಿದ್ದ ಅವರು ಭಕ್ತರ ಸಂಕಷ್ಟ ನಿವಾರಣೆಗೆ ಶ್ರಮಿಸಿದರು. ಭಗವದ್ಗೀತೆ, ಉಪನಿಷತ್ತು, ಜ್ಞಾನೇಶ್ವರಿ, ದಾಸಬೋಧ ಗ್ರಂಥಗಳ ಪ್ರವಚನ ನೀಡುತ್ತಿದ್ದರು. (1122, 1981, 1294, 2109)
article-text: ಕಲಬುರಗಿ,ಏ.4: ರಾಥೋಡ್ ಎಜ್ಯುಕೇಶನಲ್ ಚಾರಿಟೇಬಲ್ ಟ್ರಸ್ಟ್ ಅಂಡ್ ಫೌಂಡೇಶನ್ ಟ್ರಸ್ಟ್ ವತಿಯಿಂದ ಏ. 8 ರಂದು ಕಲಬುರಗಿ ನಗರದಲ್ಲಿ ವಿಶ್ವ ಬಂಜಾರಾ ದಿವಸ್ ಹಮ್ಮಿಕೊಳ್ಳಲಾಗಿದೆ ಎಂದು ಟ್ರಸ್ಟ್ ಸಂಸ್ಥಾಪಕ ಅಧ್ಯಕ್ಷ ಡಾ.ನರೇಶ ರಾಥೋಡ್ ಅವರು ಇಂದು ಸುದ್ದಿಗೋಷ್ಠಿಯಲ್ಲಿ ತಿಳಿಸಿದರು. ನಗರದ ರಂಗ ಮಂದಿರದಲ್ಲಿ ಬೆಳಿಗ್ಗೆ ಕಾರ್ಯಕ್ರಮ ನಡೆಯಲಿದೆ ಎಂದು ಅವರು ತಿಳಿಸಿದರು. (43, 680, 215, 865)
divider (43, 989, 399, 990)
print-registration-marks (47, 2381, 199, 2404)
subhead-agnipath: ಅಗ್ನಿಪಥ ನೇಮಕಾತಿ: ಏ.10 ರವರೆಗೆ (87, 1441, 354, 1467)
photo-cricket-inauguration (411, 156, 941, 431)
